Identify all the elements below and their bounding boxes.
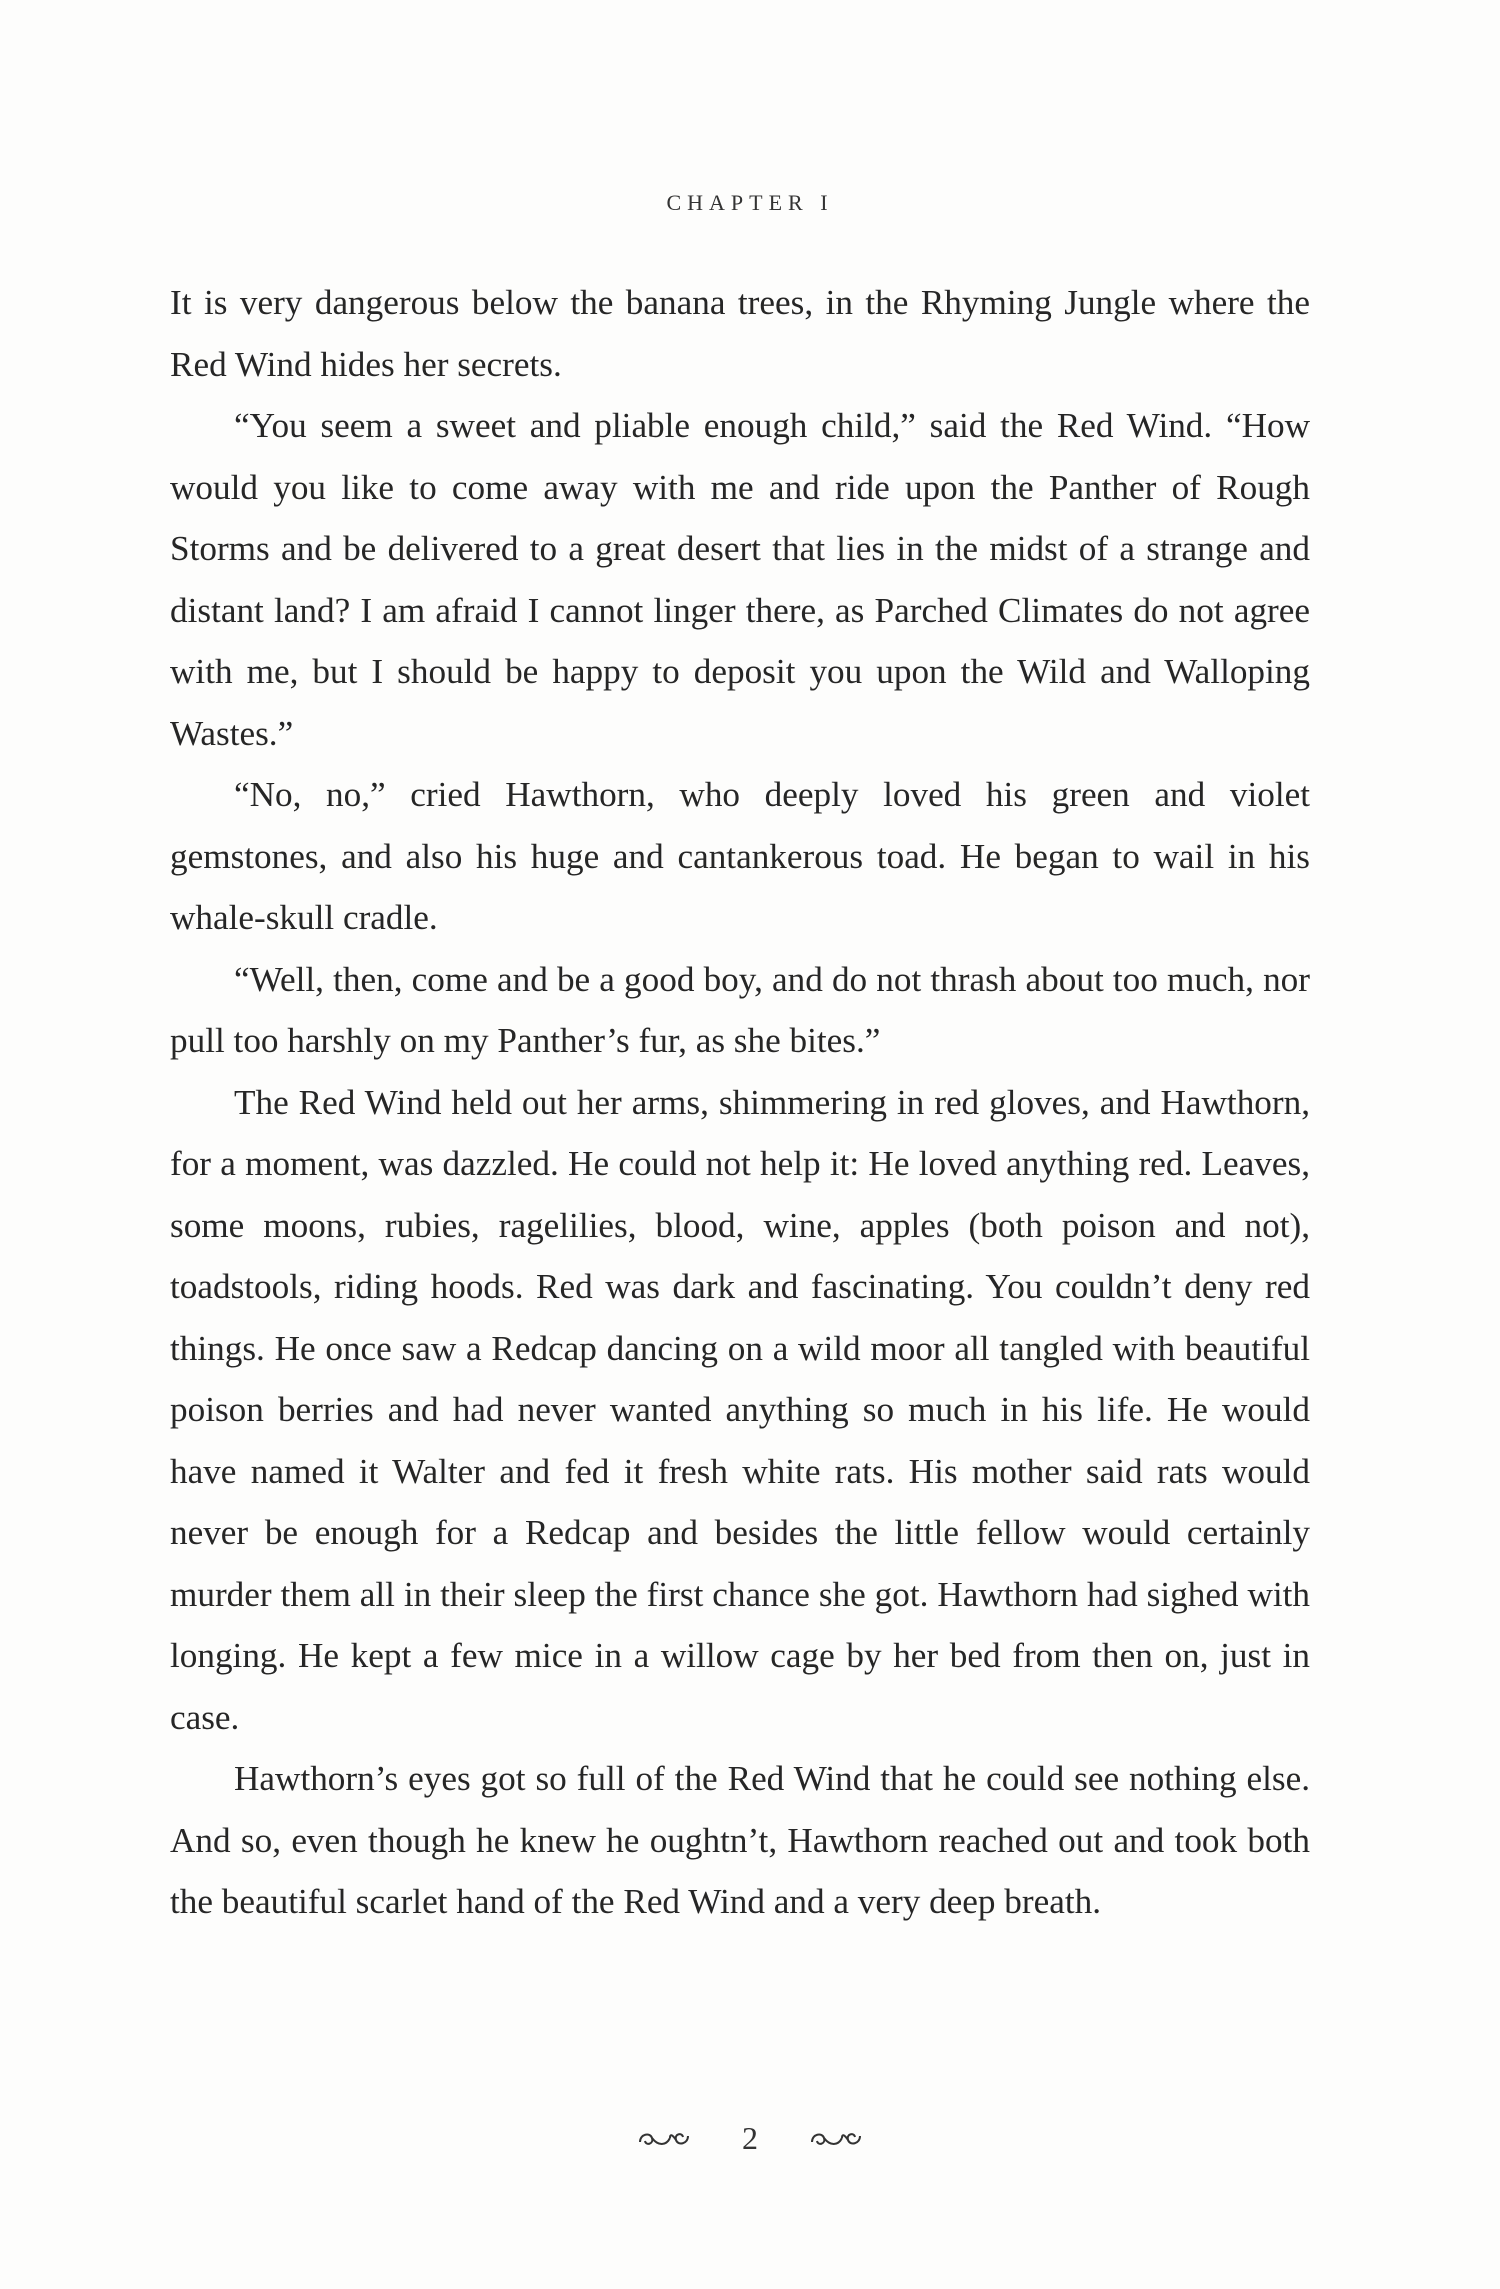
scroll-ornament-icon	[634, 2124, 694, 2154]
body-text	[170, 272, 1310, 1933]
paragraph: It is very dangerous below the banana trees, in the Rhyming Jungle where the Red Wind hides her secrets.	[170, 283, 1310, 384]
scroll-ornament-icon	[806, 2124, 866, 2154]
paragraph: “You seem a sweet and pliable enough child,” said the Red Wind. “How would you like to come away with me and ride upon the Panther of Rough Storms and be delivered to a great desert that lies in the midst of a strange and distant land? I am afraid I cannot linger there, as Parched Climates do not agree with me, but I should be happy to deposit you upon the Wild and Walloping Wastes.”	[170, 406, 1310, 753]
paragraph: The Red Wind held out her arms, shimmering in red gloves, and Hawthorn, for a moment, was dazzled. He could not help it: He loved anything red. Leaves, some moons, rubies, ragelilies, blood, wine, apples (both poison and not), toadstools, riding hoods. Red was dark and fascinating. You couldn’t deny red things. He once saw a Redcap dancing on a wild moor all tangled with beautiful poison berries and had never wanted anything so much in his life. He would have named it Walter and fed it fresh white rats. His mother said rats would never be enough for a Redcap and besides the little fellow would certainly murder them all in their sleep the first chance she got. Hawthorn had sighed with longing. He kept a few mice in a willow cage by her bed from then on, just in case.	[170, 1082, 1310, 1737]
running-head: CHAPTER I	[666, 190, 834, 215]
paragraph: Hawthorn’s eyes got so full of the Red Wind that he could see nothing else. And so, even though he knew he oughtn’t, Hawthorn reached out and took both the beautiful scarlet hand of the Red Wind and a very deep breath.	[170, 1759, 1310, 1921]
paragraph: “Well, then, come and be a good boy, and do not thrash about too much, nor pull too harshly on my Panther’s fur, as she bites.”	[170, 959, 1310, 1060]
page-footer	[0, 2120, 1500, 2157]
paragraph: “No, no,” cried Hawthorn, who deeply loved his green and violet gemstones, and also his huge and cantankerous toad. He began to wail in his whale-skull cradle.	[170, 775, 1310, 937]
page-number: 2	[742, 2120, 758, 2156]
